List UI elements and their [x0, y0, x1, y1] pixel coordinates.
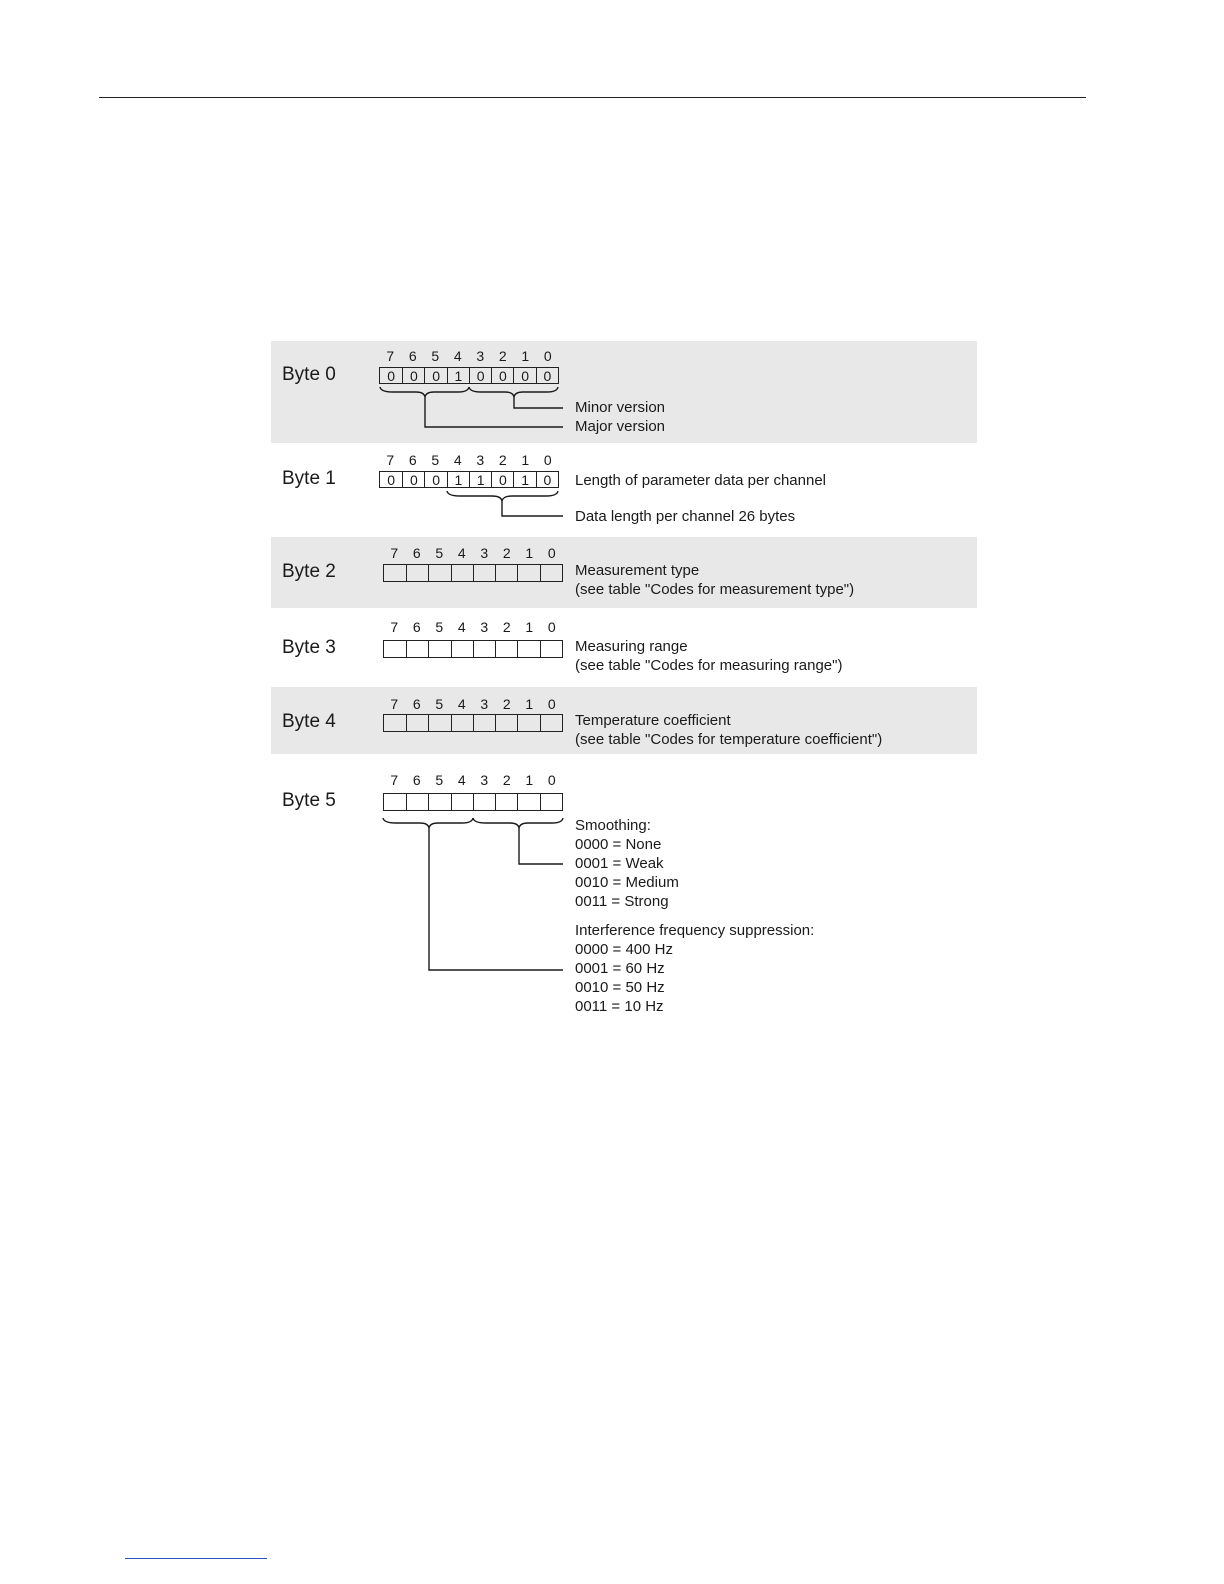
bit-number: 5 [435, 619, 444, 635]
smoothing-heading: Smoothing: [575, 817, 651, 834]
byte-1-description: Length of parameter data per channel [575, 472, 827, 489]
byte-3-reference: (see table "Codes for measuring range") [575, 657, 843, 674]
bit-cell [473, 641, 495, 657]
byte-0-bits [379, 367, 559, 384]
byte-1-bit-numbers [379, 452, 559, 468]
bit-cell [428, 715, 450, 731]
smoothing-option: 0011 = Strong [575, 893, 669, 910]
byte-5-interference-leader [429, 828, 563, 970]
bit-number: 4 [453, 348, 462, 364]
byte-1-bits [379, 471, 559, 488]
byte-2-description: Measurement type [575, 562, 700, 579]
bit-number: 0 [543, 348, 552, 364]
bit-cell: 1 [513, 472, 535, 487]
bit-cell [540, 641, 562, 657]
bit-cell [406, 641, 428, 657]
byte-5-smoothing-leader [519, 828, 563, 864]
byte-1-label: Byte 1 [282, 468, 336, 489]
bit-number: 2 [502, 772, 511, 788]
bit-number: 4 [457, 772, 466, 788]
bit-cell [517, 715, 539, 731]
bit-cell [428, 794, 450, 810]
bit-cell [384, 641, 406, 657]
byte-5-smoothing-brace [473, 818, 563, 828]
byte-4-bits [383, 714, 563, 732]
smoothing-option: 0000 = None [575, 836, 662, 853]
bit-cell: 1 [469, 472, 491, 487]
byte-0-label: Byte 0 [282, 364, 336, 385]
bit-number: 4 [457, 696, 466, 712]
bit-number: 3 [476, 452, 485, 468]
bit-cell [540, 794, 562, 810]
bit-number: 7 [390, 772, 399, 788]
bit-cell [495, 565, 517, 581]
bit-number: 1 [525, 619, 534, 635]
interference-option: 0011 = 10 Hz [575, 998, 664, 1015]
bit-cell: 0 [424, 472, 446, 487]
byte-5-interference-brace [383, 818, 473, 828]
byte-2-reference: (see table "Codes for measurement type") [575, 581, 855, 598]
bit-number: 2 [502, 696, 511, 712]
byte-1-data-length: Data length per channel 26 bytes [575, 508, 796, 525]
smoothing-option: 0010 = Medium [575, 874, 679, 891]
bit-cell [517, 565, 539, 581]
bit-number: 5 [435, 545, 444, 561]
bit-number: 7 [386, 348, 395, 364]
bit-number: 2 [498, 452, 507, 468]
byte-4-label: Byte 4 [282, 711, 336, 732]
bit-cell [540, 565, 562, 581]
bit-cell: 0 [469, 368, 491, 383]
bit-cell [428, 641, 450, 657]
bit-number: 0 [547, 696, 556, 712]
bit-cell: 0 [513, 368, 535, 383]
bit-cell [517, 794, 539, 810]
bit-cell [495, 641, 517, 657]
byte-5-bits [383, 793, 563, 811]
bit-number: 7 [390, 545, 399, 561]
bit-cell [451, 641, 473, 657]
bit-cell: 0 [491, 472, 513, 487]
bit-number: 6 [408, 452, 417, 468]
bit-cell: 0 [536, 368, 558, 383]
byte-3-label: Byte 3 [282, 637, 336, 658]
byte-5-bit-numbers [383, 772, 563, 788]
interference-option: 0000 = 400 Hz [575, 941, 673, 958]
interference-option: 0001 = 60 Hz [575, 960, 665, 977]
bit-number: 1 [521, 348, 530, 364]
bit-cell [451, 794, 473, 810]
bit-cell [540, 715, 562, 731]
footer-link-rule [125, 1558, 267, 1559]
bit-number: 1 [525, 696, 534, 712]
bit-number: 4 [457, 619, 466, 635]
bit-cell [473, 715, 495, 731]
bit-cell: 0 [387, 472, 396, 488]
bit-cell [495, 715, 517, 731]
bit-number: 3 [476, 348, 485, 364]
bit-cell [406, 794, 428, 810]
bit-cell: 1 [447, 368, 469, 383]
bit-cell [473, 565, 495, 581]
bit-number: 5 [435, 772, 444, 788]
bit-number: 5 [435, 696, 444, 712]
bit-number: 0 [547, 545, 556, 561]
byte-2-bits [383, 564, 563, 582]
bit-cell: 0 [536, 472, 558, 487]
bit-cell [473, 794, 495, 810]
bit-number: 7 [386, 452, 395, 468]
bit-cell [384, 715, 406, 731]
byte-0-minor-version: Minor version [575, 399, 666, 416]
bit-cell [384, 794, 406, 810]
bit-cell [517, 641, 539, 657]
bit-cell [495, 794, 517, 810]
byte-4-description: Temperature coefficient [575, 712, 731, 729]
bit-number: 3 [480, 772, 489, 788]
bit-number: 6 [412, 619, 421, 635]
bit-number: 3 [480, 545, 489, 561]
bit-number: 2 [502, 545, 511, 561]
bit-number: 6 [408, 348, 417, 364]
bit-number: 2 [498, 348, 507, 364]
bit-cell [384, 565, 406, 581]
bit-number: 5 [431, 452, 440, 468]
bit-number: 7 [390, 696, 399, 712]
byte-0-bit-numbers [379, 348, 559, 364]
byte-4-bit-numbers [383, 696, 563, 712]
byte-3-description: Measuring range [575, 638, 688, 655]
byte-4-reference: (see table "Codes for temperature coefficient") [575, 731, 883, 748]
bit-cell [428, 565, 450, 581]
bit-cell [406, 565, 428, 581]
bit-number: 5 [431, 348, 440, 364]
bit-number: 4 [453, 452, 462, 468]
bit-number: 4 [457, 545, 466, 561]
bit-number: 3 [480, 696, 489, 712]
bit-number: 0 [543, 452, 552, 468]
bit-number: 1 [521, 452, 530, 468]
bit-cell: 0 [424, 368, 446, 383]
byte-0-major-version: Major version [575, 418, 666, 435]
interference-heading: Interference frequency suppression: [575, 922, 815, 939]
bit-number: 3 [480, 619, 489, 635]
byte-3-bit-numbers [383, 619, 563, 635]
byte-3-bits [383, 640, 563, 658]
bit-number: 2 [502, 619, 511, 635]
bit-number: 1 [525, 545, 534, 561]
bit-cell [451, 715, 473, 731]
bit-number: 6 [412, 696, 421, 712]
byte-2-bit-numbers [383, 545, 563, 561]
byte-2-label: Byte 2 [282, 561, 336, 582]
bit-number: 6 [412, 772, 421, 788]
bit-cell: 0 [387, 368, 396, 384]
bit-number: 1 [525, 772, 534, 788]
bit-cell: 0 [402, 472, 424, 487]
bit-cell: 0 [491, 368, 513, 383]
bit-cell: 1 [447, 472, 469, 487]
bit-cell [406, 715, 428, 731]
interference-option: 0010 = 50 Hz [575, 979, 665, 996]
bit-cell: 0 [402, 368, 424, 383]
smoothing-option: 0001 = Weak [575, 855, 664, 872]
bit-cell [451, 565, 473, 581]
bit-number: 6 [412, 545, 421, 561]
bit-number: 7 [390, 619, 399, 635]
bit-number: 0 [547, 619, 556, 635]
bit-number: 0 [547, 772, 556, 788]
byte-5-label: Byte 5 [282, 790, 336, 811]
